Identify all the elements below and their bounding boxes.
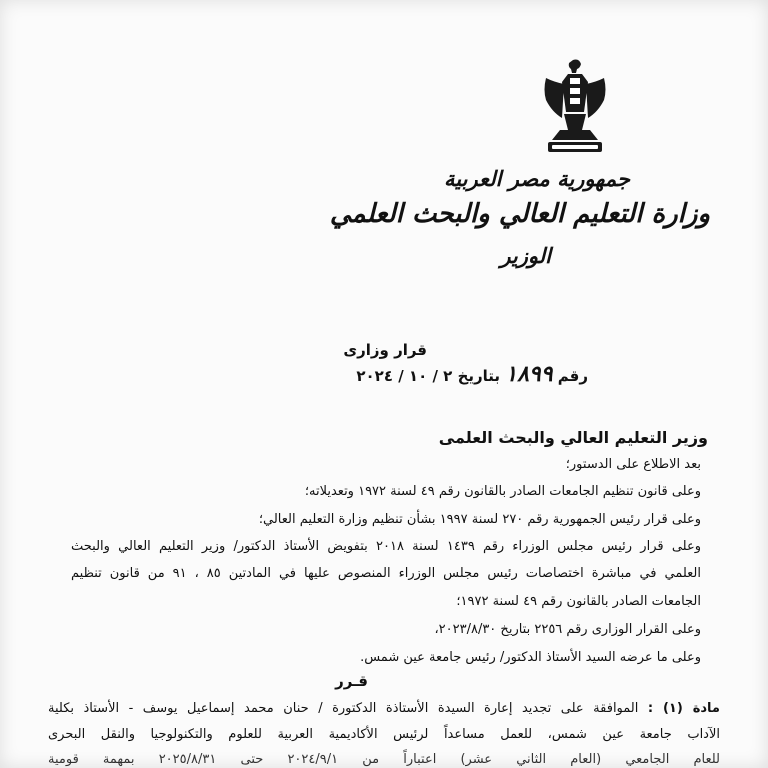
decree-date: ٢ / ١٠ / ٢٠٢٤: [356, 367, 453, 385]
decree-date-prefix: بتاريخ: [457, 367, 501, 385]
decree-number-prefix: رقم: [557, 367, 588, 385]
letterhead-country: جمهورية مصر العربية: [444, 166, 630, 191]
letterhead-office: الوزير: [500, 243, 551, 268]
preamble-line: الجامعات الصادر بالقانون رقم ٤٩ لسنة ١٩٧٢؛: [456, 594, 701, 609]
article-1-text: الموافقة على تجديد إعارة السيدة الأستاذة الدكتورة / حنان محمد إسماعيل يوسف - الأستاذ بكلية: [48, 701, 639, 716]
preamble-line: وعلى قرار رئيس الجمهورية رقم ٢٧٠ لسنة ١٩٩٧ بشأن تنظيم وزارة التعليم العالي؛: [258, 512, 701, 527]
issuer-heading: وزير التعليم العالي والبحث العلمى: [438, 428, 708, 447]
preamble-line: وعلى قانون تنظيم الجامعات الصادر بالقانون رقم ٤٩ لسنة ١٩٧٢ وتعديلاته؛: [304, 484, 701, 499]
eagle-emblem-icon: [540, 58, 610, 158]
preamble-line: العلمي في مباشرة اختصاصات رئيس مجلس الوزراء المنصوص عليها في المادتين ٨٥ ، ٩١ من قانون تنظيم: [71, 566, 701, 581]
article-1-line-2: الآداب جامعة عين شمس، للعمل مساعداً لرئيس الأكاديمية العربية للعلوم والتكنولوجيا والنقل البحرى: [48, 727, 720, 742]
decree-number-line: [356, 362, 588, 387]
preamble-line: وعلى ما عرضه السيد الأستاذ الدكتور/ رئيس جامعة عين شمس.: [360, 650, 701, 665]
article-1-line-3: للعام الجامعي (العام الثاني عشر) اعتباراً من ٢٠٢٤/٩/١ حتى ٢٠٢٥/٨/٣١ بمهمة قومية: [48, 752, 721, 767]
article-1-label: مادة (١) :: [647, 701, 720, 716]
decides-heading: قـرر: [335, 672, 368, 690]
preamble-line: بعد الاطلاع على الدستور؛: [565, 457, 701, 472]
decree-title: قرار وزارى: [343, 341, 427, 359]
preamble-line: وعلى القرار الوزارى رقم ٢٢٥٦ بتاريخ ٢٠٢٣/٨/٣٠،: [434, 622, 701, 637]
article-1-line-1: [48, 701, 720, 716]
letterhead-ministry: وزارة التعليم العالي والبحث العلمي: [329, 199, 710, 229]
decree-number: ١٨٩٩: [505, 362, 553, 387]
preamble-line: وعلى قرار رئيس مجلس الوزراء رقم ١٤٣٩ لسنة ٢٠١٨ بتفويض الأستاذ الدكتور/ وزير التعليم العالي والبحث: [71, 539, 701, 554]
